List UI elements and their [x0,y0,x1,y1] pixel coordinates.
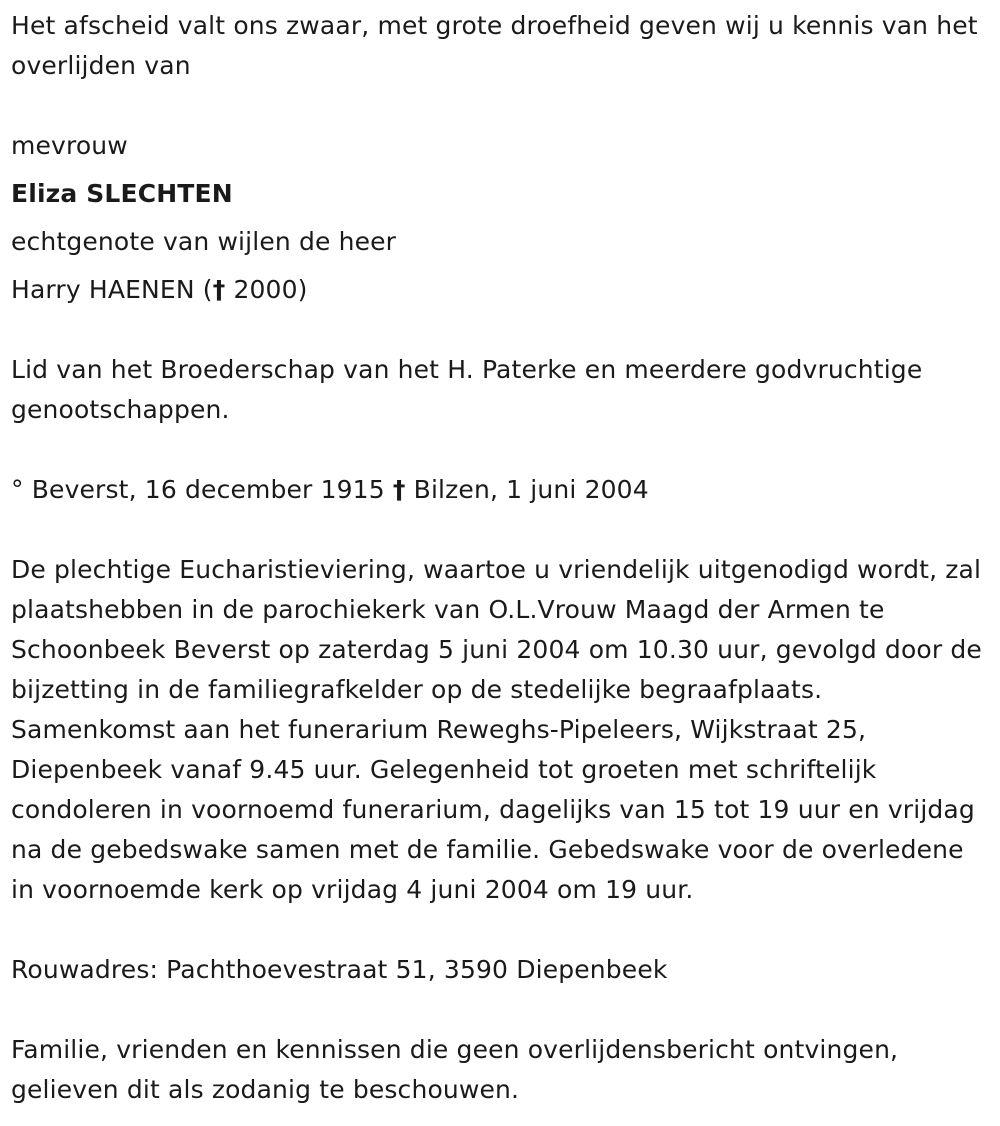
membership-text: Lid van het Broederschap van het H. Paterke en meerdere godvruchtige genootschappen. [11,355,923,424]
relation-text: echtgenote van wijlen de heer [11,227,397,256]
intro-text: Het afscheid valt ons zwaar, met grote droefheid geven wij u kennis van het overlijden van [11,11,978,80]
death-info: Bilzen, 1 juni 2004 [405,475,649,504]
cross-icon: † [212,275,226,304]
birth-death-line [11,470,996,510]
birth-info: Beverst, 16 december 1915 [23,475,393,504]
address-text: Rouwadres: Pachthoevestraat 51, 3590 Diepenbeek [11,955,668,984]
spouse-line [11,270,996,310]
ceremony-text: De plechtige Eucharistieviering, waartoe u vriendelijk uitgenodigd wordt, zal plaatshebben in de parochiekerk van O.L.Vrouw Maagd der Armen te Schoonbeek Beverst op zaterdag 5 juni 2004 om 10.30 uur, gevolgd door de bijzetting in de familiegrafkelder op de stedelijke begraafplaats. Samenkomst aan het funerarium Reweghs-Pipeleers, Wijkstraat 25, Diepenbeek vanaf 9.45 uur. Gelegenheid tot groeten met schriftelijk condoleren in voornoemd funerarium, dagelijks van 15 tot 19 uur en vrijdag na de gebedswake samen met de familie. Gebedswake voor de overledene in voornoemde kerk op vrijdag 4 juni 2004 om 19 uur. [11,555,982,904]
closing-text: Familie, vrienden en kennissen die geen overlijdensbericht ontvingen, gelieven dit als zodanig te beschouwen. [11,1035,899,1104]
spouse-name: Harry HAENEN ( [11,275,213,304]
birth-mark: ° [11,475,24,504]
salutation: mevrouw [11,131,128,160]
cross-icon: † [392,475,406,504]
deceased-name: Eliza SLECHTEN [11,179,233,208]
spouse-year: 2000) [225,275,308,304]
